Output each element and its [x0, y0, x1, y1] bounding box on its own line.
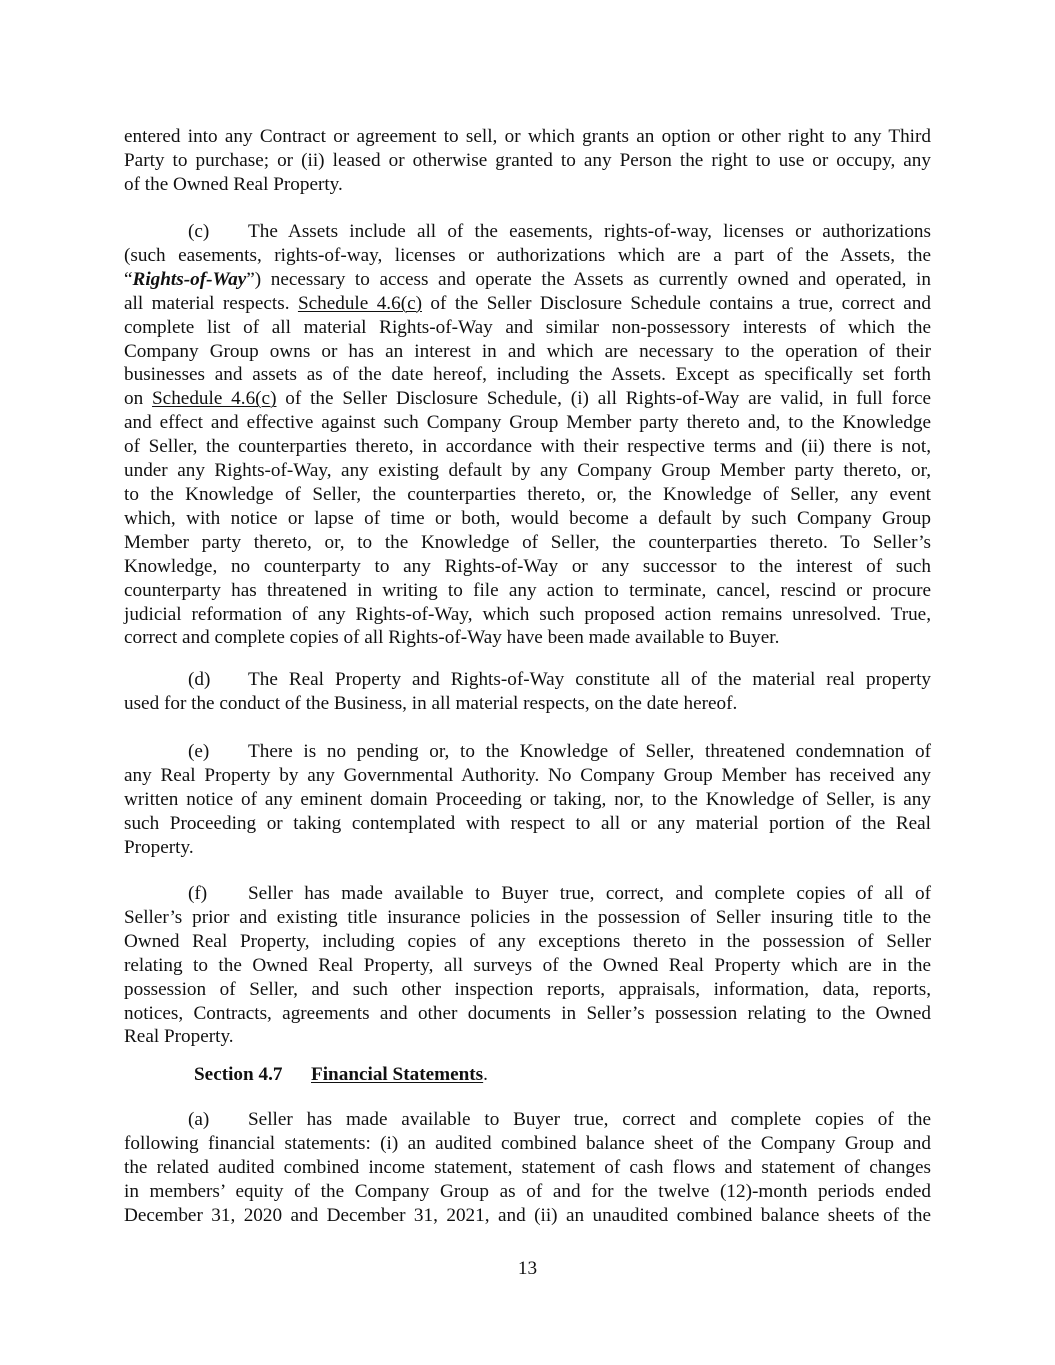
text-line: written notice of any eminent domain Proceeding or taking, nor, to the Knowledge of Seller, is any [124, 788, 931, 810]
section-number: Section 4.7 [194, 1064, 283, 1085]
text-line: (f) Seller has made available to Buyer true, correct, and complete copies of all of [124, 882, 931, 906]
text-line: of the Owned Real Property. [124, 173, 343, 195]
text-line: (e) There is no pending or, to the Knowledge of Seller, threatened condemnation of [124, 740, 931, 764]
paragraph-a [124, 1108, 931, 1228]
text-line: in members’ equity of the Company Group as of and for the twelve (12)-month periods ended [124, 1180, 931, 1202]
text-line: Property. [124, 836, 194, 858]
defined-term: Rights-of-Way [132, 268, 247, 290]
text-line: December 31, 2020 and December 31, 2021, and (ii) an unaudited combined balance sheets of the [124, 1204, 931, 1226]
text-line: judicial reformation of any Rights-of-Way, which such proposed action remains unresolved. True, [124, 603, 931, 625]
section-heading [194, 1063, 894, 1087]
text-line: all material respects. Schedule 4.6(c) of the Seller Disclosure Schedule contains a true, correct and [124, 292, 931, 314]
schedule-reference: Schedule 4.6(c) [297, 292, 422, 314]
text-line: of Seller, the counterparties thereto, in accordance with their respective terms and (ii) there is not, [124, 436, 931, 458]
text-line: Member party thereto, or, to the Knowledge of Seller, the counterparties thereto. To Seller’s [124, 531, 931, 553]
text-line: which, with notice or lapse of time or both, would become a default by such Company Group [124, 507, 931, 529]
paragraph-label: (c) [188, 221, 210, 242]
text-line: Owned Real Property, including copies of any exceptions thereto in the possession of Seller [124, 930, 931, 952]
text-line: (such easements, rights-of-way, licenses or authorizations which are a part of the Assets, the [124, 244, 931, 266]
text-line: Real Property. [124, 1026, 234, 1048]
text-line: on Schedule 4.6(c) of the Seller Disclosure Schedule, (i) all Rights-of-Way are valid, in full force [124, 388, 931, 410]
paragraph-f [124, 882, 931, 1049]
text-line: such Proceeding or taking contemplated with respect to all or any material portion of the Real [124, 812, 931, 834]
text-line: and effect and effective against such Company Group Member party thereto and, to the Knowledge [124, 412, 931, 434]
text-line: possession of Seller, and such other inspection reports, appraisals, information, data, reports, [124, 978, 931, 1000]
paragraph-c [124, 220, 931, 650]
paragraph-label: (a) [188, 1109, 210, 1130]
page-number: 13 [517, 1258, 538, 1279]
section-title: Financial Statements [311, 1064, 484, 1085]
text-line: (c) The Assets include all of the easements, rights-of-way, licenses or authorizations [124, 220, 931, 244]
text-line: (d) The Real Property and Rights-of-Way constitute all of the material real property [124, 668, 931, 692]
text-line: used for the conduct of the Business, in all material respects, on the date hereof. [124, 692, 738, 714]
text-line: Knowledge, no counterparty to any Rights-of-Way or any successor to the interest of such [124, 555, 931, 577]
schedule-reference: Schedule 4.6(c) [152, 388, 277, 410]
text-line: to the Knowledge of Seller, the counterparties thereto, or, the Knowledge of Seller, any event [124, 483, 931, 505]
text-line: correct and complete copies of all Rights-of-Way have been made available to Buyer. [124, 627, 780, 649]
text-line: following financial statements: (i) an audited combined balance sheet of the Company Group and [124, 1132, 931, 1154]
text-line: entered into any Contract or agreement to sell, or which grants an option or other right to any Third [124, 126, 931, 147]
text-line: (a) Seller has made available to Buyer true, correct and complete copies of the [124, 1108, 931, 1132]
section-period: . [483, 1064, 488, 1085]
paragraph-label: (d) [188, 669, 211, 690]
paragraph-e [124, 740, 931, 860]
text-line: any Real Property by any Governmental Authority. No Company Group Member has received any [124, 764, 931, 786]
text-line: notices, Contracts, agreements and other documents in Seller’s possession relating to the Owned [124, 1002, 931, 1024]
paragraph-label: (f) [188, 883, 208, 904]
text-line: counterparty has threatened in writing to file any action to terminate, cancel, rescind or procure [124, 579, 931, 601]
text-line: relating to the Owned Real Property, all surveys of the Owned Real Property which are in the [124, 954, 931, 976]
paragraph-d [124, 668, 931, 716]
text-line: under any Rights-of-Way, any existing default by any Company Group Member party thereto, or, [124, 460, 931, 482]
text-line: Party to purchase; or (ii) leased or otherwise granted to any Person the right to use or occupy, any [124, 149, 931, 171]
intro-paragraph [124, 125, 931, 197]
text-line: Seller’s prior and existing title insurance policies in the possession of Seller insuring title to the [124, 906, 931, 928]
text-line: the related audited combined income statement, statement of cash flows and statement of changes [124, 1156, 931, 1178]
text-line: Company Group owns or has an interest in and which are necessary to the operation of their [124, 340, 931, 362]
text-line: complete list of all material Rights-of-Way and similar non-possessory interests of which the [124, 316, 931, 338]
paragraph-label: (e) [188, 741, 210, 762]
text-line: “Rights-of-Way”) necessary to access and operate the Assets as currently owned and operated, in [124, 268, 931, 290]
text-line: businesses and assets as of the date hereof, including the Assets. Except as specifically set forth [124, 364, 931, 386]
